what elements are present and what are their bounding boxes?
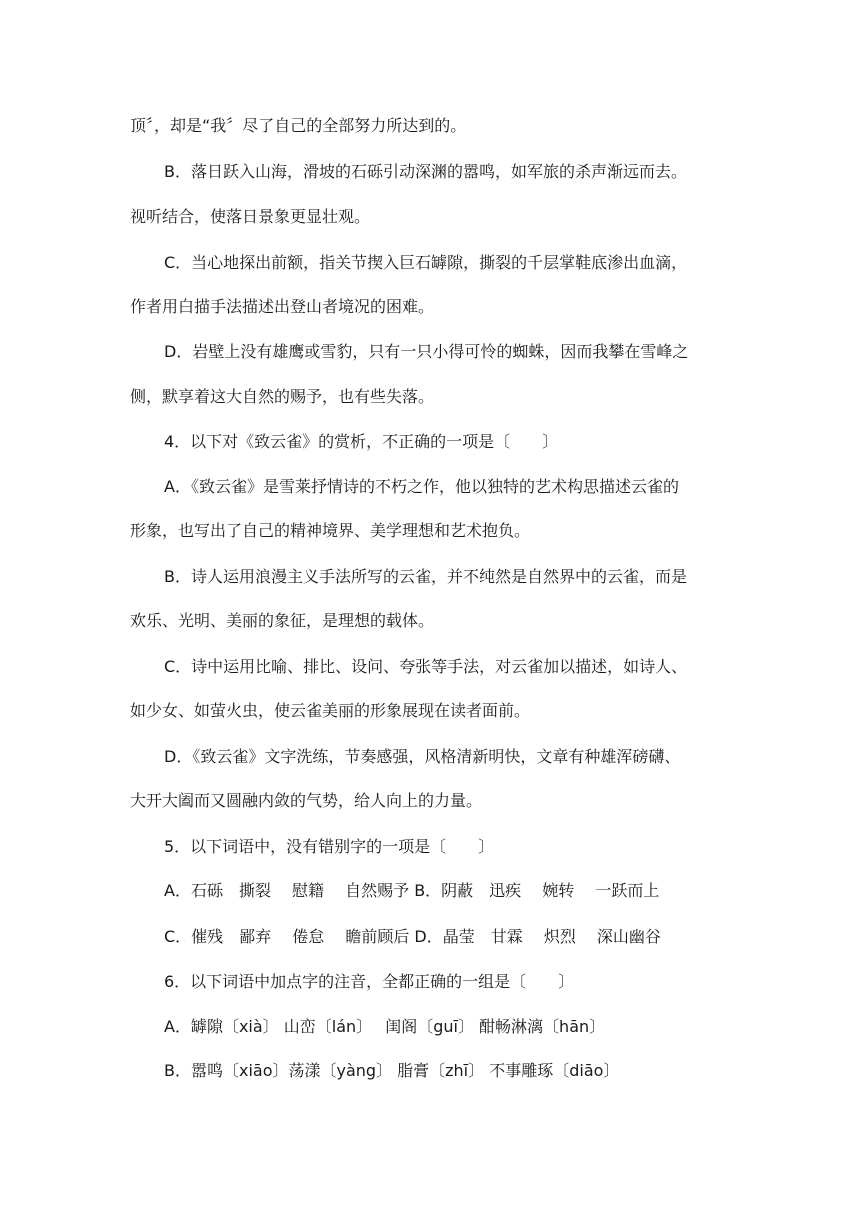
- question-6-option-a: A．罅隙〔xià〕 山峦〔lán〕 闺阁〔guī〕 酣畅淋漓〔hān〕: [164, 1017, 606, 1036]
- text-line: 形象，也写出了自己的精神境界、美学理想和艺术抱负。: [130, 521, 531, 540]
- question-5-stem: 5．以下词语中，没有错别字的一项是〔 〕: [164, 837, 495, 856]
- text-line: D．《致云雀》文字洗练，节奏感强，风格清新明快，文章有种雄浑磅礴、: [164, 747, 681, 766]
- text-line: 作者用白描手法描述出登山者境况的困难。: [130, 297, 435, 316]
- text-line: B．落日跃入山海，滑坡的石砾引动深渊的嚣鸣，如军旅的杀声渐远而去。: [164, 162, 687, 181]
- question-5-options-ab: A．石砾 撕裂 慰籍 自然赐予 B．阴蔽 迅疾 婉转 一跃而上: [164, 881, 660, 900]
- text-line: C．诗中运用比喻、排比、设问、夸张等手法，对云雀加以描述，如诗人、: [164, 657, 688, 676]
- text-line: 视听结合，使落日景象更显壮观。: [130, 207, 371, 226]
- text-line: 侧，默享着这大自然的赐予，也有些失落。: [130, 387, 435, 406]
- text-line: D．岩壁上没有雄鹰或雪豹，只有一只小得可怜的蜘蛛，因而我攀在雪峰之: [164, 342, 689, 361]
- question-4-stem: 4．以下对《致云雀》的赏析，不正确的一项是〔 〕: [164, 432, 559, 451]
- text-line: 欢乐、光明、美丽的象征，是理想的载体。: [130, 611, 435, 630]
- question-6-option-b: B．嚣鸣〔xiāo〕荡漾〔yàng〕 脂膏〔zhī〕 不事雕琢〔diāo〕: [164, 1061, 620, 1080]
- text-line: A．《致云雀》是雪莱抒情诗的不朽之作，他以独特的艺术构思描述云雀的: [164, 477, 679, 496]
- text-line: 如少女、如萤火虫，使云雀美丽的形象展现在读者面前。: [130, 701, 531, 720]
- question-5-options-cd: C．催残 鄙弃 倦怠 瞻前顾后 D．晶莹 甘霖 炽烈 深山幽谷: [164, 927, 661, 946]
- text-line: B．诗人运用浪漫主义手法所写的云雀，并不纯然是自然界中的云雀，而是: [164, 567, 687, 586]
- text-line: 大开大阖而又圆融内敛的气势，给人向上的力量。: [130, 791, 483, 810]
- text-line: 顶〞，却是“我〞尽了自己的全部努力所达到的。: [130, 116, 467, 135]
- text-line: C．当心地探出前额，指关节揳入巨石罅隙，撕裂的千层掌鞋底渗出血滴，: [164, 253, 688, 272]
- question-6-stem: 6．以下词语中加点字的注音，全都正确的一组是〔 〕: [164, 972, 575, 991]
